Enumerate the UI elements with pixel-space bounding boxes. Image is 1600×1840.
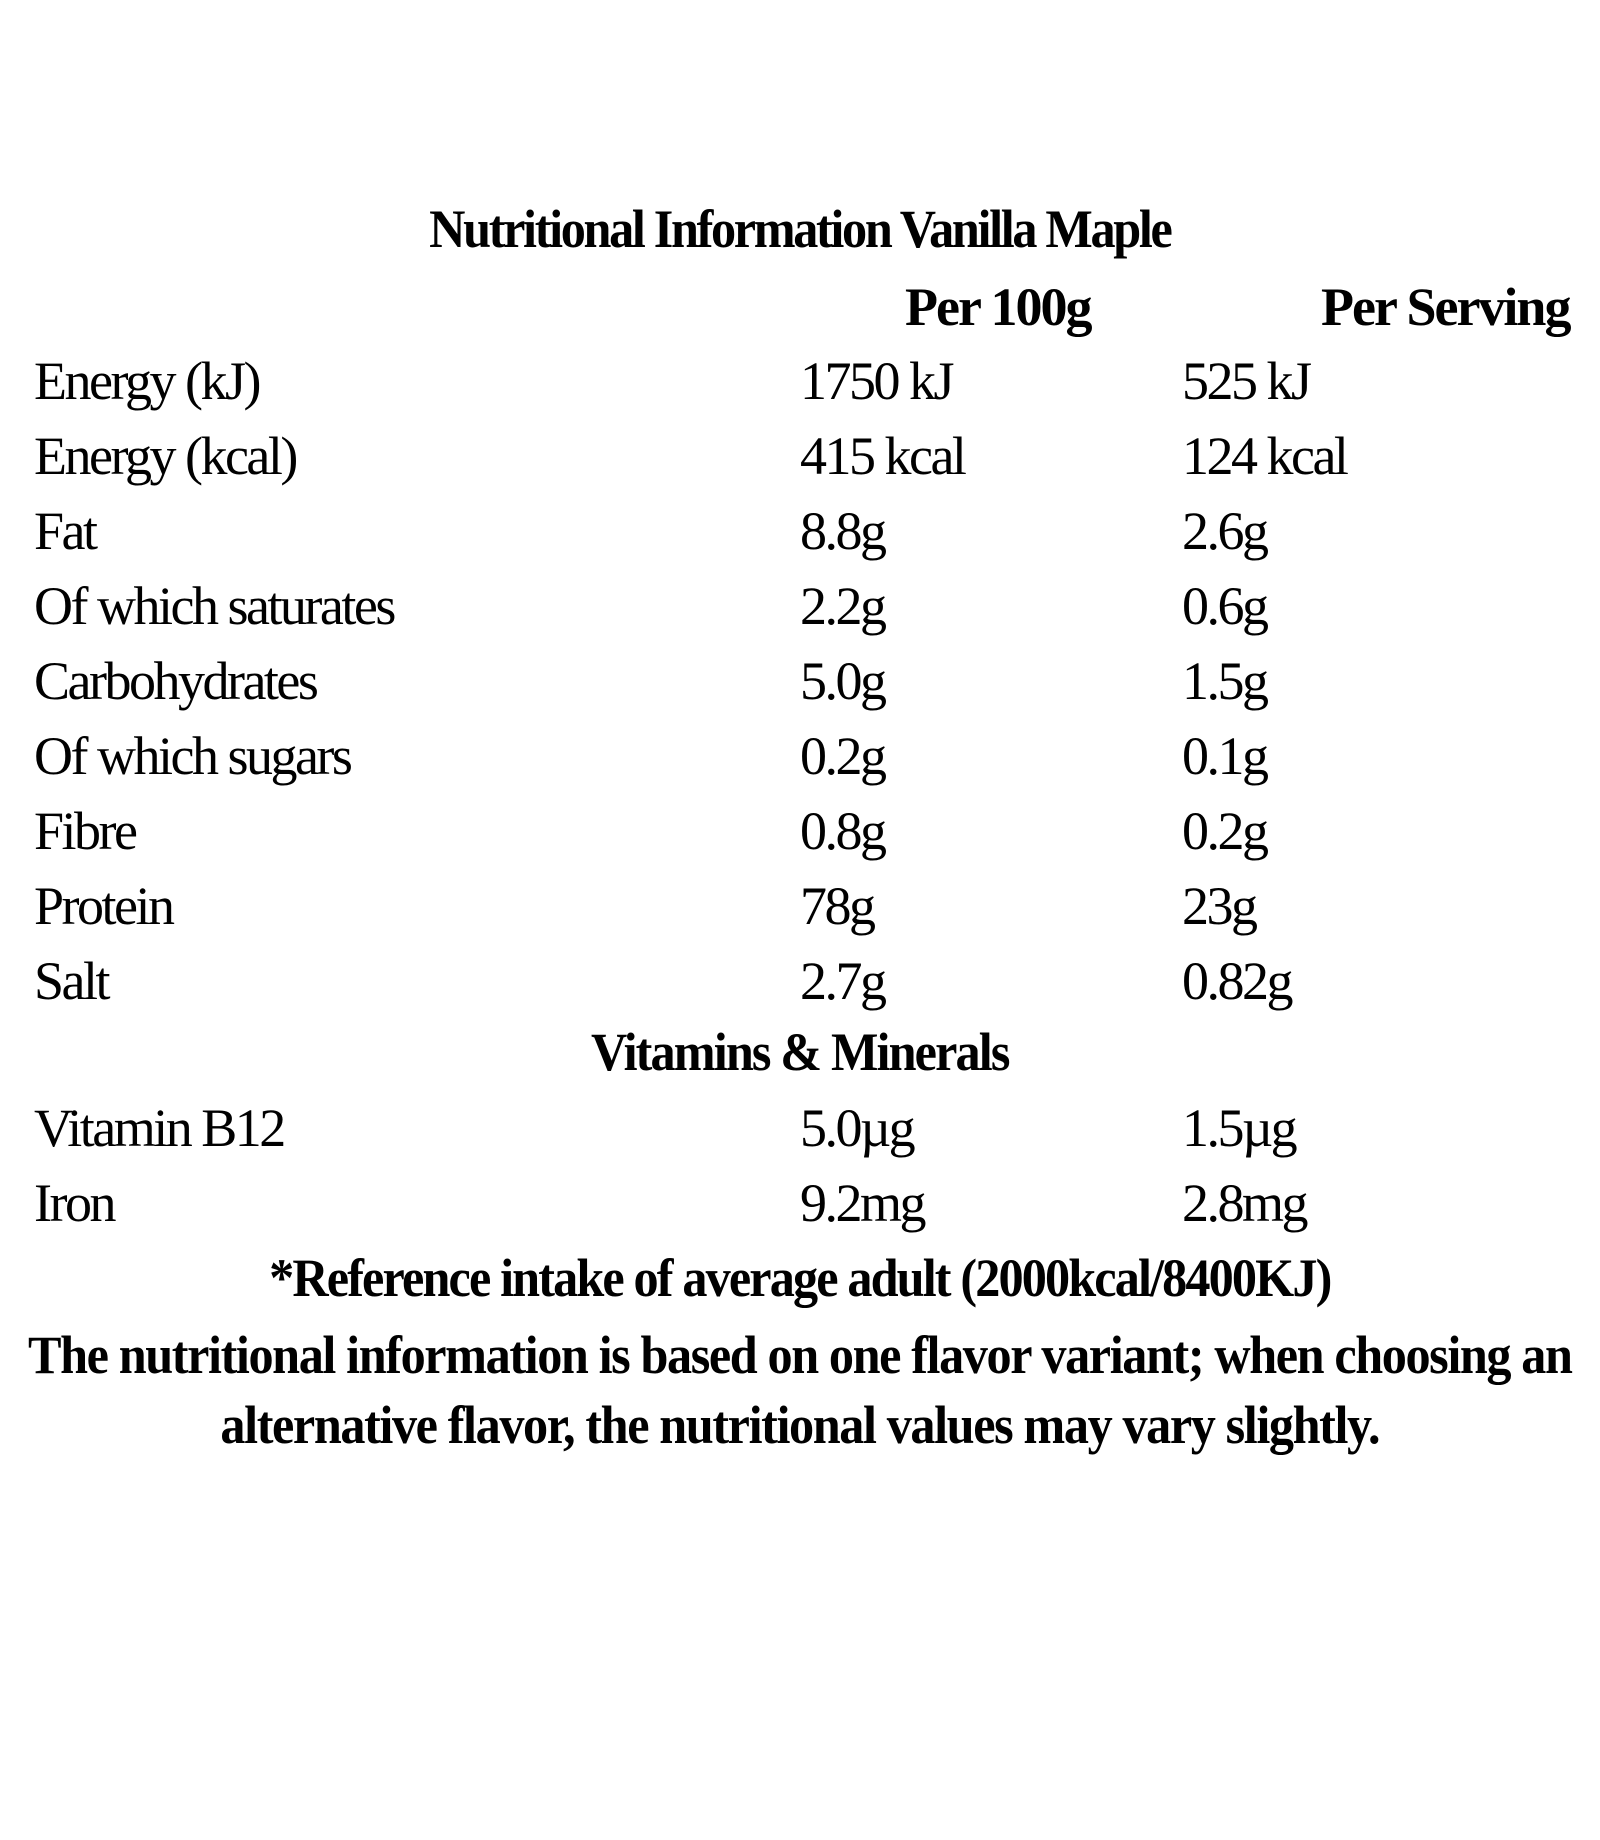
value-per-100g: 8.8g: [800, 501, 885, 561]
table-row: [34, 723, 1574, 798]
table-row: [34, 1170, 1574, 1245]
table-row: [34, 423, 1574, 498]
flavor-disclaimer: The nutritional information is based on one flavor variant; when choosing an alternative flavor, the nutritional values may vary slightly.: [28, 1325, 1572, 1455]
value-per-100g: 415 kcal: [800, 426, 965, 486]
value-per-serving: 1.5µg: [1182, 1098, 1296, 1158]
value-per-100g: 5.0µg: [800, 1098, 914, 1158]
page-title: Nutritional Information Vanilla Maple: [429, 199, 1171, 259]
nutrient-label: Of which saturates: [34, 576, 394, 636]
nutrient-label: Energy (kJ): [34, 351, 259, 411]
value-per-serving: 0.1g: [1182, 726, 1267, 786]
table-row: [34, 573, 1574, 648]
value-per-100g: 2.2g: [800, 576, 885, 636]
vitamins-table: [34, 1095, 1574, 1245]
table-row: [34, 348, 1574, 423]
table-row: [34, 873, 1574, 948]
column-header-per-100g: Per 100g: [905, 277, 1091, 337]
nutrient-label: Vitamin B12: [34, 1098, 284, 1158]
value-per-100g: 1750 kJ: [800, 351, 953, 411]
value-per-100g: 2.7g: [800, 951, 885, 1011]
value-per-serving: 124 kcal: [1182, 426, 1347, 486]
reference-intake-note: *Reference intake of average adult (2000kcal/8400KJ): [269, 1248, 1331, 1308]
nutrient-label: Protein: [34, 876, 173, 936]
value-per-100g: 78g: [800, 876, 874, 936]
value-per-serving: 1.5g: [1182, 651, 1267, 711]
value-per-100g: 0.8g: [800, 801, 885, 861]
value-per-100g: 5.0g: [800, 651, 885, 711]
table-row: [34, 1095, 1574, 1170]
value-per-serving: 2.6g: [1182, 501, 1267, 561]
value-per-100g: 0.2g: [800, 726, 885, 786]
value-per-serving: 2.8mg: [1182, 1173, 1307, 1233]
vitamins-minerals-heading: Vitamins & Minerals: [591, 1022, 1009, 1082]
table-row: [34, 948, 1574, 1023]
table-row: [34, 498, 1574, 573]
value-per-serving: 0.2g: [1182, 801, 1267, 861]
nutrient-label: Carbohydrates: [34, 651, 317, 711]
nutrient-label: Energy (kcal): [34, 426, 296, 486]
nutrient-label: Salt: [34, 951, 109, 1011]
table-row: [34, 798, 1574, 873]
value-per-serving: 525 kJ: [1182, 351, 1310, 411]
nutrient-label: Fat: [34, 501, 96, 561]
nutrient-label: Iron: [34, 1173, 114, 1233]
nutrient-label: Fibre: [34, 801, 136, 861]
value-per-serving: 23g: [1182, 876, 1256, 936]
nutrient-label: Of which sugars: [34, 726, 351, 786]
value-per-serving: 0.6g: [1182, 576, 1267, 636]
value-per-100g: 9.2mg: [800, 1173, 925, 1233]
table-row: [34, 648, 1574, 723]
column-header-per-serving: Per Serving: [1321, 277, 1570, 337]
value-per-serving: 0.82g: [1182, 951, 1291, 1011]
nutrient-table: [34, 348, 1574, 1023]
